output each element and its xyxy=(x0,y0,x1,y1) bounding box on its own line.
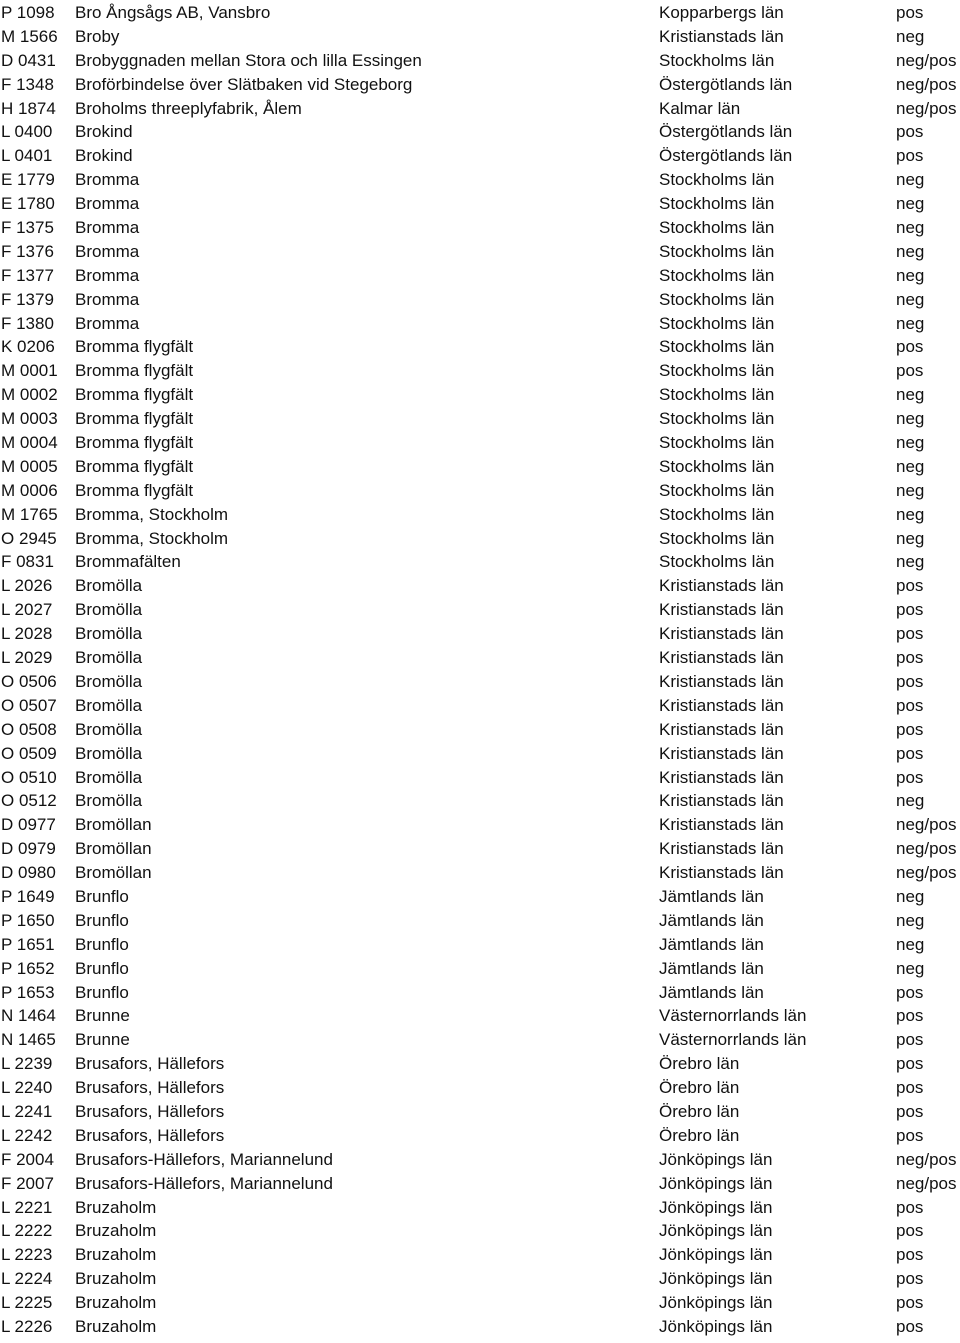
test-result: neg xyxy=(896,265,925,285)
county-name: Stockholms län xyxy=(659,313,775,333)
sample-code: L 2224 xyxy=(1,1269,53,1289)
sample-code: F 0831 xyxy=(1,552,54,572)
county-name: Jönköpings län xyxy=(659,1245,773,1265)
table-row xyxy=(0,670,960,694)
place-name: Brunflo xyxy=(75,886,129,906)
county-name: Kristianstads län xyxy=(659,863,784,883)
place-name: Bromma flygfält xyxy=(75,433,194,453)
test-result: pos xyxy=(896,1245,924,1265)
place-name: Bromma flygfält xyxy=(75,480,194,500)
test-result: neg xyxy=(896,504,925,524)
place-name: Bromma, Stockholm xyxy=(75,504,229,524)
table-row xyxy=(0,49,960,73)
sample-code: P 1651 xyxy=(1,934,55,954)
table-row xyxy=(0,718,960,742)
table-row xyxy=(0,288,960,312)
county-name: Stockholms län xyxy=(659,337,775,357)
table-row xyxy=(0,1148,960,1172)
county-name: Jönköpings län xyxy=(659,1316,773,1336)
sample-code: M 0004 xyxy=(1,433,58,453)
county-name: Örebro län xyxy=(659,1125,740,1145)
sample-code: F 2004 xyxy=(1,1149,54,1169)
sample-code: O 0512 xyxy=(1,791,57,811)
sample-code: L 2028 xyxy=(1,624,53,644)
sample-code: P 1652 xyxy=(1,958,55,978)
table-row xyxy=(0,527,960,551)
sample-code: E 1780 xyxy=(1,194,55,214)
sample-code: F 1348 xyxy=(1,74,54,94)
place-name: Bromma xyxy=(75,170,140,190)
test-result: pos xyxy=(896,671,924,691)
county-name: Stockholms län xyxy=(659,409,775,429)
sample-code: O 0506 xyxy=(1,671,57,691)
test-result: neg xyxy=(896,958,925,978)
place-name: Bromölla xyxy=(75,671,143,691)
sample-code: O 0507 xyxy=(1,695,57,715)
sample-code: D 0979 xyxy=(1,839,56,859)
table-row xyxy=(0,981,960,1005)
table-row xyxy=(0,25,960,49)
test-result: pos xyxy=(896,743,924,763)
place-name: Bromma flygfält xyxy=(75,361,194,381)
table-row xyxy=(0,957,960,981)
table-row xyxy=(0,144,960,168)
table-row xyxy=(0,622,960,646)
test-result: pos xyxy=(896,648,924,668)
test-result: neg xyxy=(896,528,925,548)
table-row xyxy=(0,550,960,574)
place-name: Bromöllan xyxy=(75,815,152,835)
document-table xyxy=(0,1,960,1339)
place-name: Bromma flygfält xyxy=(75,456,194,476)
place-name: Bromma flygfält xyxy=(75,409,194,429)
table-row xyxy=(0,503,960,527)
table-row xyxy=(0,861,960,885)
test-result: pos xyxy=(896,146,924,166)
test-result: pos xyxy=(896,1269,924,1289)
place-name: Bromölla xyxy=(75,648,143,668)
county-name: Stockholms län xyxy=(659,289,775,309)
sample-code: M 0001 xyxy=(1,361,58,381)
sample-code: L 2222 xyxy=(1,1221,53,1241)
table-row xyxy=(0,1004,960,1028)
sample-code: N 1465 xyxy=(1,1030,56,1050)
county-name: Jönköpings län xyxy=(659,1269,773,1289)
place-name: Brunne xyxy=(75,1030,130,1050)
county-name: Kristianstads län xyxy=(659,791,784,811)
sample-code: L 2223 xyxy=(1,1245,53,1265)
place-name: Bromölla xyxy=(75,791,143,811)
place-name: Brusafors-Hällefors, Mariannelund xyxy=(75,1173,333,1193)
test-result: neg xyxy=(896,26,925,46)
table-row xyxy=(0,1052,960,1076)
place-name: Brusafors-Hällefors, Mariannelund xyxy=(75,1149,333,1169)
sample-code: L 0400 xyxy=(1,122,53,142)
county-name: Jönköpings län xyxy=(659,1173,773,1193)
place-name: Broförbindelse över Slätbaken vid Stegeborg xyxy=(75,74,413,94)
place-name: Brunflo xyxy=(75,958,129,978)
county-name: Stockholms län xyxy=(659,170,775,190)
test-result: neg/pos xyxy=(896,1173,957,1193)
test-result: neg/pos xyxy=(896,863,957,883)
county-name: Stockholms län xyxy=(659,480,775,500)
place-name: Bromölla xyxy=(75,743,143,763)
place-name: Bromölla xyxy=(75,600,143,620)
place-name: Bromölla xyxy=(75,695,143,715)
sample-code: O 0508 xyxy=(1,719,57,739)
county-name: Jönköpings län xyxy=(659,1197,773,1217)
place-name: Broby xyxy=(75,26,120,46)
table-row xyxy=(0,264,960,288)
place-name: Bromma xyxy=(75,313,140,333)
table-row xyxy=(0,837,960,861)
test-result: neg xyxy=(896,289,925,309)
table-row xyxy=(0,1196,960,1220)
place-name: Bromölla xyxy=(75,576,143,596)
table-row xyxy=(0,335,960,359)
table-row xyxy=(0,885,960,909)
county-name: Kristianstads län xyxy=(659,26,784,46)
sample-code: F 1375 xyxy=(1,218,54,238)
sample-code: P 1649 xyxy=(1,886,55,906)
table-row xyxy=(0,1100,960,1124)
test-result: pos xyxy=(896,1078,924,1098)
place-name: Bruzaholm xyxy=(75,1293,157,1313)
place-name: Brommafälten xyxy=(75,552,181,572)
table-row xyxy=(0,1243,960,1267)
table-row xyxy=(0,1,960,25)
test-result: neg xyxy=(896,218,925,238)
county-name: Kristianstads län xyxy=(659,743,784,763)
county-name: Kristianstads län xyxy=(659,600,784,620)
sample-code: M 0002 xyxy=(1,385,58,405)
test-result: neg/pos xyxy=(896,74,957,94)
sample-code: F 1376 xyxy=(1,241,54,261)
sample-code: L 2242 xyxy=(1,1125,53,1145)
table-row xyxy=(0,909,960,933)
table-row xyxy=(0,312,960,336)
test-result: neg xyxy=(896,934,925,954)
sample-code: L 0401 xyxy=(1,146,53,166)
county-name: Stockholms län xyxy=(659,50,775,70)
sample-code: L 2226 xyxy=(1,1316,53,1336)
county-name: Jönköpings län xyxy=(659,1149,773,1169)
place-name: Brunflo xyxy=(75,934,129,954)
sample-code: L 2239 xyxy=(1,1054,53,1074)
sample-code: K 0206 xyxy=(1,337,55,357)
table-row xyxy=(0,766,960,790)
county-name: Stockholms län xyxy=(659,194,775,214)
table-row xyxy=(0,455,960,479)
sample-code: O 2945 xyxy=(1,528,57,548)
test-result: neg xyxy=(896,480,925,500)
sample-code: M 0005 xyxy=(1,456,58,476)
test-result: pos xyxy=(896,1125,924,1145)
test-result: neg xyxy=(896,552,925,572)
sample-code: N 1464 xyxy=(1,1006,56,1026)
place-name: Bruzaholm xyxy=(75,1245,157,1265)
sample-code: M 0003 xyxy=(1,409,58,429)
place-name: Bruzaholm xyxy=(75,1316,157,1336)
test-result: pos xyxy=(896,719,924,739)
county-name: Östergötlands län xyxy=(659,122,793,142)
county-name: Stockholms län xyxy=(659,528,775,548)
table-row xyxy=(0,479,960,503)
test-result: neg xyxy=(896,241,925,261)
county-name: Jämtlands län xyxy=(659,958,764,978)
place-name: Bro Ångsågs AB, Vansbro xyxy=(75,3,271,22)
county-name: Stockholms län xyxy=(659,385,775,405)
table-row xyxy=(0,407,960,431)
table-row xyxy=(0,73,960,97)
county-name: Örebro län xyxy=(659,1054,740,1074)
table-row xyxy=(0,1315,960,1339)
test-result: neg/pos xyxy=(896,98,957,118)
place-name: Brusafors, Hällefors xyxy=(75,1125,225,1145)
county-name: Stockholms län xyxy=(659,504,775,524)
county-name: Kristianstads län xyxy=(659,624,784,644)
place-name: Brunflo xyxy=(75,910,129,930)
place-name: Brusafors, Hällefors xyxy=(75,1101,225,1121)
place-name: Bromma flygfält xyxy=(75,385,194,405)
table-row xyxy=(0,742,960,766)
sample-code: D 0977 xyxy=(1,815,56,835)
sample-code: E 1779 xyxy=(1,170,55,190)
test-result: pos xyxy=(896,361,924,381)
test-result: neg/pos xyxy=(896,839,957,859)
sample-code: D 0980 xyxy=(1,863,56,883)
place-name: Bromma flygfält xyxy=(75,337,194,357)
place-name: Brusafors, Hällefors xyxy=(75,1054,225,1074)
county-name: Jönköpings län xyxy=(659,1293,773,1313)
test-result: pos xyxy=(896,1316,924,1336)
test-result: neg xyxy=(896,409,925,429)
table-row xyxy=(0,1291,960,1315)
table-row xyxy=(0,1124,960,1148)
sample-code: M 1765 xyxy=(1,504,58,524)
test-result: neg/pos xyxy=(896,815,957,835)
sample-code: P 1650 xyxy=(1,910,55,930)
test-result: neg/pos xyxy=(896,1149,957,1169)
county-name: Jönköpings län xyxy=(659,1221,773,1241)
table-row xyxy=(0,431,960,455)
table-row xyxy=(0,192,960,216)
table-row xyxy=(0,1028,960,1052)
test-result: pos xyxy=(896,576,924,596)
sample-code: D 0431 xyxy=(1,50,56,70)
place-name: Brokind xyxy=(75,122,133,142)
test-result: pos xyxy=(896,624,924,644)
table-row xyxy=(0,216,960,240)
place-name: Bromölla xyxy=(75,767,143,787)
place-name: Bruzaholm xyxy=(75,1221,157,1241)
sample-code: O 0509 xyxy=(1,743,57,763)
county-name: Kristianstads län xyxy=(659,815,784,835)
table-row xyxy=(0,1219,960,1243)
place-name: Bromma xyxy=(75,289,140,309)
test-result: pos xyxy=(896,600,924,620)
table-row xyxy=(0,97,960,121)
county-name: Stockholms län xyxy=(659,241,775,261)
county-name: Kristianstads län xyxy=(659,839,784,859)
test-result: pos xyxy=(896,767,924,787)
county-name: Kalmar län xyxy=(659,98,741,118)
place-name: Brunne xyxy=(75,1006,130,1026)
county-name: Kristianstads län xyxy=(659,719,784,739)
county-name: Stockholms län xyxy=(659,433,775,453)
test-result: pos xyxy=(896,1293,924,1313)
county-name: Stockholms län xyxy=(659,218,775,238)
sample-code: F 1379 xyxy=(1,289,54,309)
table-row xyxy=(0,1172,960,1196)
table-row xyxy=(0,168,960,192)
county-name: Jämtlands län xyxy=(659,910,764,930)
table-row xyxy=(0,574,960,598)
county-name: Västernorrlands län xyxy=(659,1006,807,1026)
place-name: Brobyggnaden mellan Stora och lilla Essingen xyxy=(75,50,422,70)
sample-code: L 2027 xyxy=(1,600,53,620)
test-result: pos xyxy=(896,337,924,357)
county-name: Jämtlands län xyxy=(659,934,764,954)
test-result: neg xyxy=(896,385,925,405)
place-name: Bromma xyxy=(75,194,140,214)
sample-code: F 1380 xyxy=(1,313,54,333)
table-row xyxy=(0,383,960,407)
county-name: Kristianstads län xyxy=(659,576,784,596)
test-result: pos xyxy=(896,3,924,22)
test-result: neg xyxy=(896,886,925,906)
sample-code: F 2007 xyxy=(1,1173,54,1193)
place-name: Bromma xyxy=(75,265,140,285)
test-result: neg/pos xyxy=(896,50,957,70)
place-name: Bruzaholm xyxy=(75,1269,157,1289)
table-row xyxy=(0,598,960,622)
test-result: pos xyxy=(896,1006,924,1026)
place-name: Bromölla xyxy=(75,624,143,644)
table-row xyxy=(0,789,960,813)
test-result: pos xyxy=(896,982,924,1002)
test-result: pos xyxy=(896,695,924,715)
place-name: Bromma xyxy=(75,241,140,261)
table-row xyxy=(0,240,960,264)
place-name: Brunflo xyxy=(75,982,129,1002)
place-name: Bromöllan xyxy=(75,863,152,883)
sample-code: L 2225 xyxy=(1,1293,53,1313)
county-name: Kristianstads län xyxy=(659,648,784,668)
county-name: Kristianstads län xyxy=(659,695,784,715)
table-row xyxy=(0,1267,960,1291)
place-name: Bromma xyxy=(75,218,140,238)
county-name: Stockholms län xyxy=(659,552,775,572)
test-result: neg xyxy=(896,910,925,930)
test-result: neg xyxy=(896,791,925,811)
county-name: Stockholms län xyxy=(659,361,775,381)
sample-code: L 2029 xyxy=(1,648,53,668)
test-result: neg xyxy=(896,456,925,476)
place-name: Bromölla xyxy=(75,719,143,739)
sample-code: L 2241 xyxy=(1,1101,53,1121)
table-row xyxy=(0,359,960,383)
place-name: Brokind xyxy=(75,146,133,166)
sample-code: L 2026 xyxy=(1,576,53,596)
sample-code: O 0510 xyxy=(1,767,57,787)
place-name: Bromma, Stockholm xyxy=(75,528,229,548)
sample-code: L 2240 xyxy=(1,1078,53,1098)
sample-code: P 1098 xyxy=(1,3,55,22)
sample-code: M 1566 xyxy=(1,26,58,46)
test-result: pos xyxy=(896,1197,924,1217)
county-name: Stockholms län xyxy=(659,456,775,476)
test-result: neg xyxy=(896,194,925,214)
county-name: Kristianstads län xyxy=(659,671,784,691)
sample-code: H 1874 xyxy=(1,98,56,118)
sample-code: P 1653 xyxy=(1,982,55,1002)
county-name: Stockholms län xyxy=(659,265,775,285)
table-row xyxy=(0,813,960,837)
sample-code: M 0006 xyxy=(1,480,58,500)
test-result: pos xyxy=(896,1030,924,1050)
county-name: Västernorrlands län xyxy=(659,1030,807,1050)
place-name: Brusafors, Hällefors xyxy=(75,1078,225,1098)
table-row xyxy=(0,646,960,670)
county-name: Kopparbergs län xyxy=(659,3,784,22)
county-name: Jämtlands län xyxy=(659,982,764,1002)
place-name: Bruzaholm xyxy=(75,1197,157,1217)
test-result: pos xyxy=(896,1101,924,1121)
county-name: Östergötlands län xyxy=(659,74,793,94)
table-row xyxy=(0,694,960,718)
county-name: Örebro län xyxy=(659,1101,740,1121)
county-name: Kristianstads län xyxy=(659,767,784,787)
table-row xyxy=(0,120,960,144)
test-result: pos xyxy=(896,1054,924,1074)
county-name: Örebro län xyxy=(659,1078,740,1098)
place-name: Bromöllan xyxy=(75,839,152,859)
test-result: pos xyxy=(896,122,924,142)
test-result: pos xyxy=(896,1221,924,1241)
county-name: Jämtlands län xyxy=(659,886,764,906)
table-row xyxy=(0,933,960,957)
sample-code: L 2221 xyxy=(1,1197,53,1217)
sample-code: F 1377 xyxy=(1,265,54,285)
test-result: neg xyxy=(896,170,925,190)
test-result: neg xyxy=(896,433,925,453)
table-row xyxy=(0,1076,960,1100)
test-result: neg xyxy=(896,313,925,333)
place-name: Broholms threeplyfabrik, Ålem xyxy=(75,98,302,118)
county-name: Östergötlands län xyxy=(659,146,793,166)
